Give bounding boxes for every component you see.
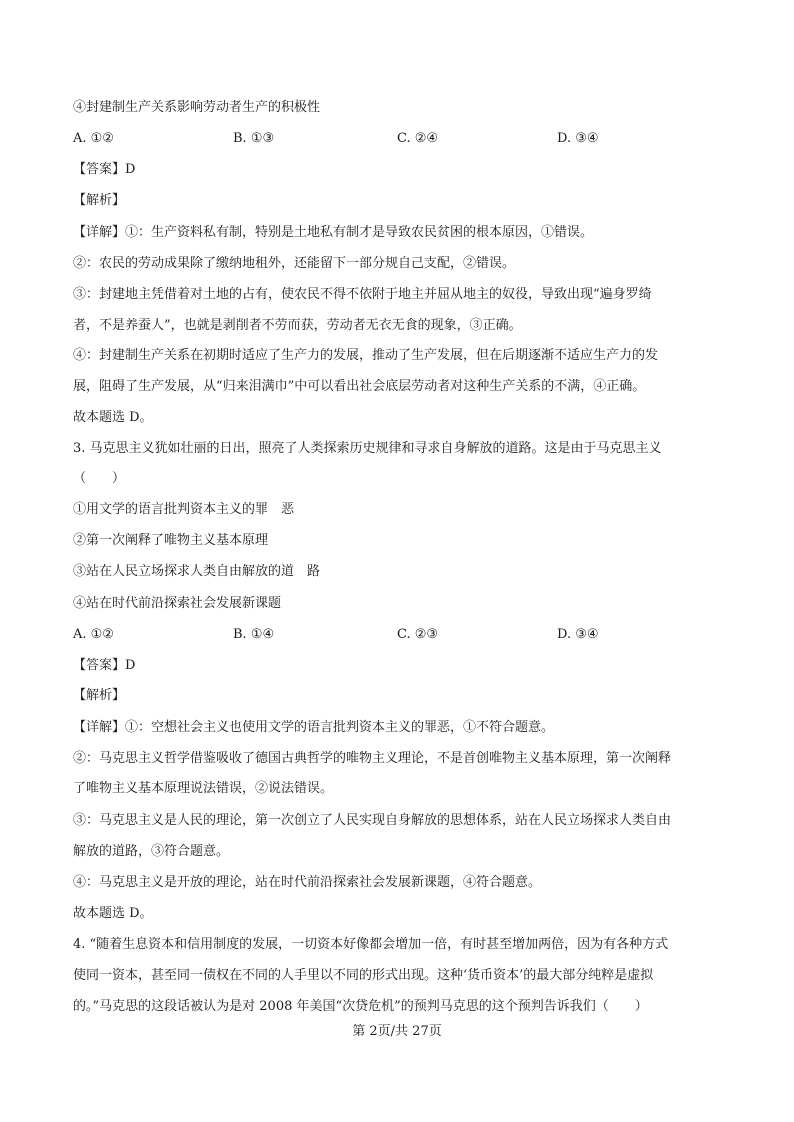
conclusion-line: 故本题选 D。 xyxy=(73,410,153,425)
option-statement-2: ②第一次阐释了唯物主义基本原理 xyxy=(73,533,269,548)
question-4-stem: 的。”马克思的这段话被认为是对 2008 年美国“次贷危机”的预判马克思的这个预判告诉我们（ ） xyxy=(73,999,648,1014)
option-b: B. ①④ xyxy=(233,627,275,642)
question-3-blank: （ ） xyxy=(73,471,126,486)
explanation-line: 解放的道路，③符合题意。 xyxy=(73,844,230,859)
option-c: C. ②③ xyxy=(397,627,439,642)
analysis-label: 【解析】 xyxy=(73,193,126,208)
option-statement-1: ①用文学的语言批判资本主义的罪 恶 xyxy=(73,502,295,517)
option-statement-4: ④站在时代前沿探索社会发展新课题 xyxy=(73,596,282,611)
conclusion-line: 故本题选 D。 xyxy=(73,906,153,921)
explanation-line: ④：马克思主义是开放的理论，站在时代前沿探索社会发展新课题，④符合题意。 xyxy=(73,875,542,890)
question-3-stem: 3. 马克思主义犹如壮丽的日出，照亮了人类探索历史规律和寻求自身解放的道路。这是由于马克思主义 xyxy=(73,441,662,456)
option-c: C. ②④ xyxy=(397,131,439,146)
option-d: D. ③④ xyxy=(557,627,599,642)
option-a: A. ①② xyxy=(73,627,114,642)
option-a: A. ①② xyxy=(73,131,114,146)
explanation-line: 者，不是养蚕人”，也就是剥削者不劳而获，劳动者无衣无食的现象，③正确。 xyxy=(73,318,522,333)
option-statement-4: ④封建制生产关系影响劳动者生产的积极性 xyxy=(73,100,321,115)
page-footer: 第 2页/共 27页 xyxy=(352,1024,442,1039)
explanation-line: ③：马克思主义是人民的理论，第一次创立了人民实现自身解放的思想体系，站在人民立场探求人类自由 xyxy=(73,813,672,828)
explanation-line: 【详解】①：空想社会主义也使用文学的语言批判资本主义的罪恶，①不符合题意。 xyxy=(73,720,555,735)
explanation-line: 【详解】①：生产资料私有制，特别是土地私有制才是导致农民贫困的根本原因，①错误。 xyxy=(73,225,594,240)
answer-label: 【答案】D xyxy=(73,162,136,177)
explanation-line: ②：马克思主义哲学借鉴吸收了德国古典哲学的唯物主义理论，不是首创唯物主义基本原理，第一次阐释 xyxy=(73,751,672,766)
explanation-line: ②：农民的劳动成果除了缴纳地租外，还能留下一部分规自己支配，②错误。 xyxy=(73,256,516,271)
question-4-stem: 使同一资本，甚至同一债权在不同的人手里以不同的形式出现。这种‘货币资本’的最大部分纯粹是虚拟 xyxy=(73,968,654,983)
explanation-line: 了唯物主义基本原理说法错误，②说法错误。 xyxy=(73,781,334,796)
option-statement-3: ③站在人民立场探求人类自由解放的道 路 xyxy=(73,564,321,579)
answer-label: 【答案】D xyxy=(73,658,136,673)
analysis-label: 【解析】 xyxy=(73,688,126,703)
explanation-line: ③：封建地主凭借着对土地的占有，使农民不得不依附于地主并屈从地主的奴役，导致出现“遍身罗绮 xyxy=(73,287,652,302)
explanation-line: 展，阻碍了生产发展，从“归来泪满巾”中可以看出社会底层劳动者对这种生产关系的不满，④正确。 xyxy=(73,379,646,394)
explanation-line: ④：封建制生产关系在初期时适应了生产力的发展，推动了生产发展，但在后期逐渐不适应生产力的发 xyxy=(73,348,659,363)
option-b: B. ①③ xyxy=(233,131,275,146)
question-4-stem: 4. “随着生息资本和信用制度的发展，一切资本好像都会增加一倍，有时甚至增加两倍，因为有各种方式 xyxy=(73,937,669,952)
option-d: D. ③④ xyxy=(557,131,599,146)
